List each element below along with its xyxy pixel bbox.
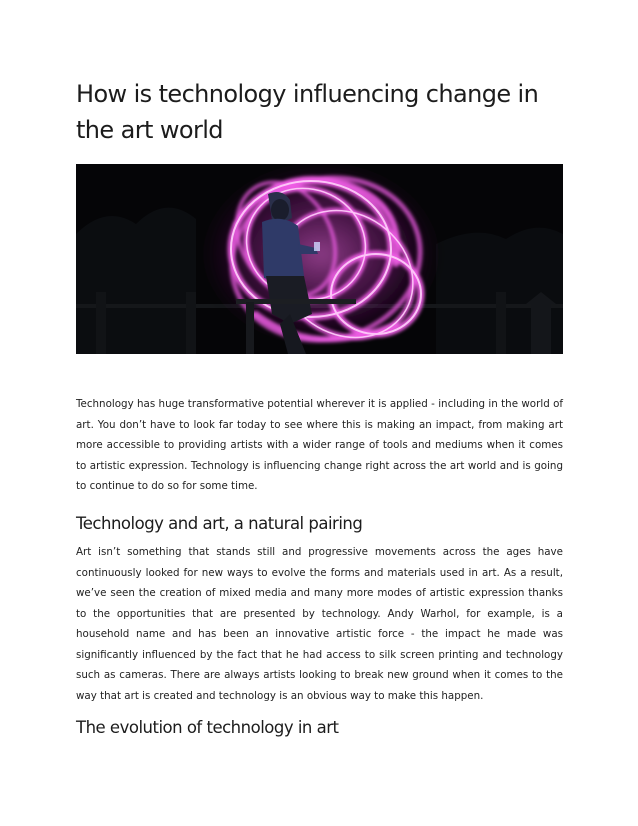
article-title: How is technology influencing change in the art world [76, 80, 539, 144]
paragraph-intro: Technology has huge transformative potential wherever it is applied - including in the world of art. You don’t have to look far today to see where this is making an impact, from making art more accessible to providing artists with a wider range of tools and mediums when it comes to artistic expression. Technology is influencing change right across the art world and is going to continue to do so for some time. [76, 398, 563, 492]
paragraph-natural-pairing: Art isn’t something that stands still and progressive movements across the ages have continuously looked for new ways to evolve the forms and materials used in art. As a result, we’ve seen the creation of mixed media and many more modes of artistic expression thanks to the opportunities that are presented by technology. Andy Warhol, for example, is a household name and has been an innovative artistic force - the impact he made was significantly influenced by the fact that he had access to silk screen printing and technology such as cameras. There are always artists looking to break new ground when it comes to the way that art is created and technology is an obvious way to make this happen. [76, 546, 563, 702]
heading-technology-and-art: Technology and art, a natural pairing [76, 514, 363, 533]
light-painting-photo [76, 164, 563, 354]
hero-image [76, 164, 563, 354]
heading-evolution-of-technology: The evolution of technology in art [76, 718, 339, 737]
